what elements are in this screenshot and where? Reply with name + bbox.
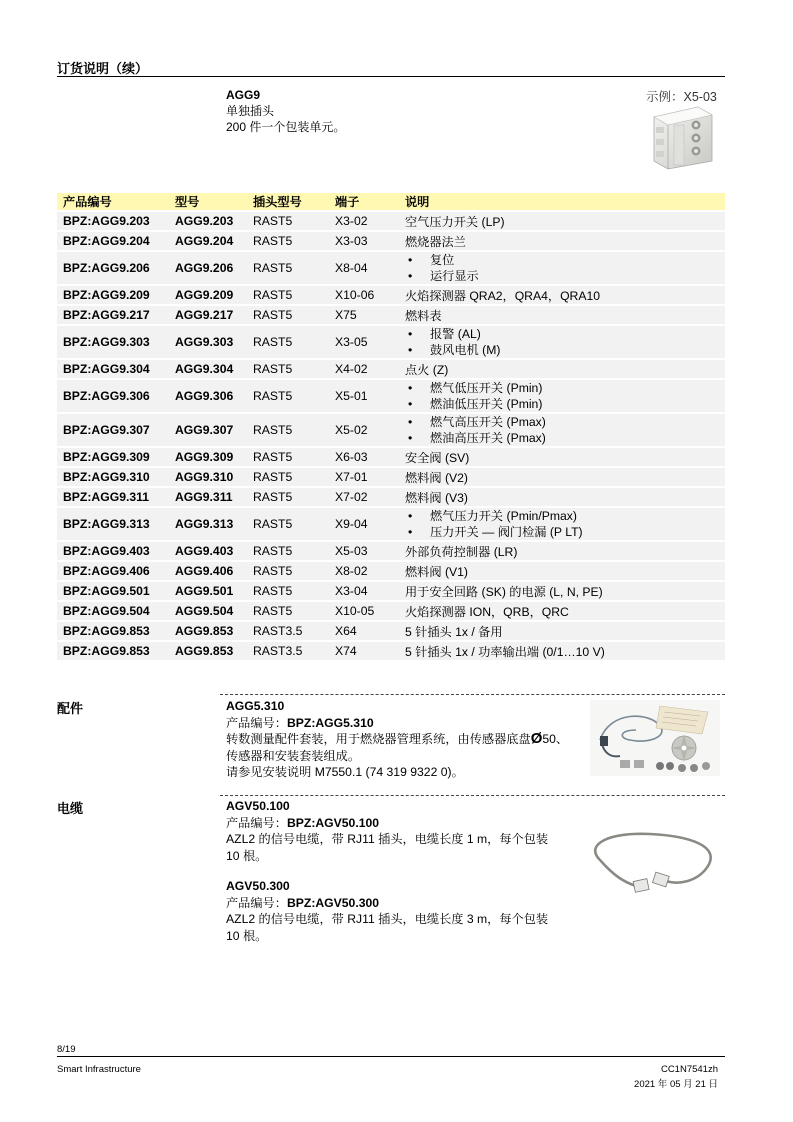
plug-type-cell: RAST5 [247,252,329,284]
type-cell: AGG9.406 [169,562,247,580]
type-cell: AGG9.501 [169,582,247,600]
table-row [57,542,725,560]
product-code-cell: BPZ:AGG9.303 [57,326,169,358]
plug-connector-image [646,103,718,171]
type-cell: AGG9.853 [169,622,247,640]
agg9-line-2: 200 件一个包装单元。 [226,120,346,134]
description-cell: 外部负荷控制器 (LR) [399,542,725,560]
plug-type-cell: RAST5 [247,380,329,412]
description-bullet-list [405,380,719,412]
product-code-cell: BPZ:AGG9.406 [57,562,169,580]
product-code-cell: BPZ:AGG9.206 [57,252,169,284]
section-title: 订货说明（续） [57,61,149,76]
product-code-cell: BPZ:AGG9.504 [57,602,169,620]
type-cell: AGG9.313 [169,508,247,540]
terminal-cell: X3-03 [329,232,399,250]
cables-divider [220,795,725,796]
table-row [57,306,725,324]
table-row [57,326,725,358]
diameter-symbol: Ø [530,730,543,747]
type-cell: AGG9.307 [169,414,247,446]
page-number: 8/19 [57,1044,76,1055]
description-cell: 用于安全回路 (SK) 的电源 (L, N, PE) [399,582,725,600]
cable-1-line-2: 10 根。 [226,848,268,863]
description-cell [399,508,725,540]
product-code-cell: BPZ:AGG9.306 [57,380,169,412]
cable-2-line-2: 10 根。 [226,928,268,943]
terminal-cell: X3-04 [329,582,399,600]
product-code-cell: BPZ:AGG9.203 [57,212,169,230]
description-bullet: • 燃气压力开关 (Pmin/Pmax) [405,508,719,524]
cable-2-title: AGV50.300 [226,879,290,893]
description-cell [399,380,725,412]
terminal-cell: X3-02 [329,212,399,230]
type-cell: AGG9.403 [169,542,247,560]
signal-cable-image [580,826,720,906]
description-bullet: • 复位 [405,252,719,268]
plug-type-cell: RAST5 [247,562,329,580]
description-cell: 燃料表 [399,306,725,324]
product-code-cell: BPZ:AGG9.403 [57,542,169,560]
product-code-cell: BPZ:AGG9.313 [57,508,169,540]
plug-type-cell: RAST5 [247,286,329,304]
table-row [57,360,725,378]
description-cell: 安全阀 (SV) [399,448,725,466]
cable-1-code-prefix: 产品编号： [226,815,287,830]
accessory-title: AGG5.310 [226,699,285,713]
cable-1-code: BPZ:AGV50.100 [286,815,380,830]
terminal-cell: X64 [329,622,399,640]
type-cell: AGG9.311 [169,488,247,506]
plug-type-cell: RAST3.5 [247,642,329,660]
accessories-label: 配件 [57,701,84,716]
accessory-code-prefix: 产品编号： [226,715,287,730]
description-bullet-list [405,508,719,540]
description-bullet: • 压力开关 — 阀门检漏 (P LT) [405,524,719,540]
accessories-block [226,698,586,781]
table-header-row [57,193,725,210]
product-code-cell: BPZ:AGG9.310 [57,468,169,486]
plug-type-cell: RAST5 [247,542,329,560]
description-bullet: • 报警 (AL) [405,326,719,342]
description-cell: 燃料阀 (V1) [399,562,725,580]
cable-2-code-prefix: 产品编号： [226,895,287,910]
document-id: CC1N7541zh [660,1064,718,1075]
header-code: 产品编号 [57,193,169,210]
terminal-cell: X10-05 [329,602,399,620]
type-cell: AGG9.204 [169,232,247,250]
cable-1-title: AGV50.100 [226,799,290,813]
type-cell: AGG9.304 [169,360,247,378]
plug-type-cell: RAST5 [247,360,329,378]
terminal-cell: X7-01 [329,468,399,486]
terminal-cell: X8-02 [329,562,399,580]
accessory-line-1 [226,731,586,748]
terminal-cell: X9-04 [329,508,399,540]
cable-2-block [226,878,576,944]
description-cell [399,326,725,358]
company-name: Smart Infrastructure [57,1064,141,1075]
agg9-title: AGG9 [226,88,261,102]
terminal-cell: X5-01 [329,380,399,412]
terminal-cell: X5-03 [329,542,399,560]
accessory-code: BPZ:AGG5.310 [286,715,374,730]
terminal-cell: X8-04 [329,252,399,284]
description-cell: 5 针插头 1x / 备用 [399,622,725,640]
terminal-cell: X75 [329,306,399,324]
description-bullet-list [405,326,719,358]
description-cell [399,414,725,446]
product-code-cell: BPZ:AGG9.304 [57,360,169,378]
type-cell: AGG9.203 [169,212,247,230]
product-code-cell: BPZ:AGG9.209 [57,286,169,304]
terminal-cell: X6-03 [329,448,399,466]
table-row [57,286,725,304]
description-bullet: • 燃气高压开关 (Pmax) [405,414,719,430]
table-row [57,468,725,486]
footer-rule [57,1056,725,1057]
description-cell: 空气压力开关 (LP) [399,212,725,230]
accessory-line-1-tail: 50、 [542,732,569,746]
product-code-cell: BPZ:AGG9.309 [57,448,169,466]
description-bullet-list [405,252,719,284]
table-row [57,602,725,620]
table-row [57,488,725,506]
terminal-cell: X7-02 [329,488,399,506]
table-row [57,212,725,230]
cable-1-code-line [226,815,576,832]
table-row [57,414,725,446]
table-row [57,622,725,640]
terminal-cell: X10-06 [329,286,399,304]
plug-type-cell: RAST5 [247,448,329,466]
type-cell: AGG9.310 [169,468,247,486]
table-row [57,380,725,412]
plug-type-cell: RAST5 [247,488,329,506]
description-bullet: • 燃油高压开关 (Pmax) [405,430,719,446]
header-terminal: 端子 [329,193,399,210]
accessory-line-2: 传感器和安装套装组成。 [226,748,361,763]
plug-type-cell: RAST5 [247,232,329,250]
type-cell: AGG9.209 [169,286,247,304]
table-row [57,582,725,600]
table-row [57,252,725,284]
type-cell: AGG9.309 [169,448,247,466]
plug-type-cell: RAST3.5 [247,622,329,640]
plug-type-cell: RAST5 [247,602,329,620]
agg9-line-1: 单独插头 [226,104,275,118]
header-description: 说明 [399,193,725,210]
terminal-cell: X74 [329,642,399,660]
type-cell: AGG9.504 [169,602,247,620]
description-cell: 点火 (Z) [399,360,725,378]
table-row [57,642,725,660]
product-code-cell: BPZ:AGG9.853 [57,622,169,640]
accessories-divider [220,694,725,695]
accessory-line-1-text: 转数测量配件套装，用于燃烧器管理系统，由传感器底盘 [226,732,531,746]
product-code-cell: BPZ:AGG9.501 [57,582,169,600]
description-cell: 火焰探测器 QRA2，QRA4，QRA10 [399,286,725,304]
plug-type-cell: RAST5 [247,306,329,324]
description-cell: 燃烧器法兰 [399,232,725,250]
description-bullet: • 鼓风电机 (M) [405,342,719,358]
description-bullet: • 燃油低压开关 (Pmin) [405,396,719,412]
product-code-cell: BPZ:AGG9.307 [57,414,169,446]
header-type: 型号 [169,193,247,210]
type-cell: AGG9.206 [169,252,247,284]
plug-type-cell: RAST5 [247,414,329,446]
table-row [57,508,725,540]
description-bullet: • 燃气低压开关 (Pmin) [405,380,719,396]
cables-label: 电缆 [57,801,84,816]
cable-2-line-1: AZL2 的信号电缆，带 RJ11 插头，电缆长度 3 m，每个包装 [226,912,549,926]
type-cell: AGG9.303 [169,326,247,358]
terminal-cell: X5-02 [329,414,399,446]
cable-2-code: BPZ:AGV50.300 [286,895,380,910]
type-cell: AGG9.217 [169,306,247,324]
description-cell: 燃料阀 (V3) [399,488,725,506]
product-code-cell: BPZ:AGG9.311 [57,488,169,506]
cable-1-line-1: AZL2 的信号电缆，带 RJ11 插头，电缆长度 1 m，每个包装 [226,832,549,846]
table-row [57,232,725,250]
document-date: 2021 年 05 月 21 日 [634,1079,718,1090]
description-bullet: • 运行显示 [405,268,719,284]
description-cell: 火焰探测器 ION，QRB，QRC [399,602,725,620]
header-rule [57,76,725,77]
type-cell: AGG9.853 [169,642,247,660]
table-row [57,562,725,580]
plug-type-cell: RAST5 [247,582,329,600]
product-code-cell: BPZ:AGG9.204 [57,232,169,250]
cable-1-block [226,798,576,864]
plug-type-cell: RAST5 [247,212,329,230]
product-code-cell: BPZ:AGG9.853 [57,642,169,660]
description-cell: 5 针插头 1x / 功率输出端 (0/1…10 V) [399,642,725,660]
description-cell: 燃料阀 (V2) [399,468,725,486]
speed-sensor-kit-image [590,700,720,776]
terminal-cell: X4-02 [329,360,399,378]
description-bullet-list [405,414,719,446]
plug-type-cell: RAST5 [247,508,329,540]
description-cell [399,252,725,284]
example-label: 示例：X5-03 [646,90,717,104]
accessory-line-3: 请参见安装说明 M7550.1 (74 319 9322 0)。 [226,765,464,779]
plug-type-cell: RAST5 [247,468,329,486]
table-row [57,448,725,466]
plug-type-cell: RAST5 [247,326,329,358]
product-code-cell: BPZ:AGG9.217 [57,306,169,324]
accessory-code-line [226,715,586,732]
cable-2-code-line [226,895,576,912]
terminal-cell: X3-05 [329,326,399,358]
order-table [57,191,725,662]
type-cell: AGG9.306 [169,380,247,412]
header-plug: 插头型号 [247,193,329,210]
agg9-intro [226,87,345,135]
